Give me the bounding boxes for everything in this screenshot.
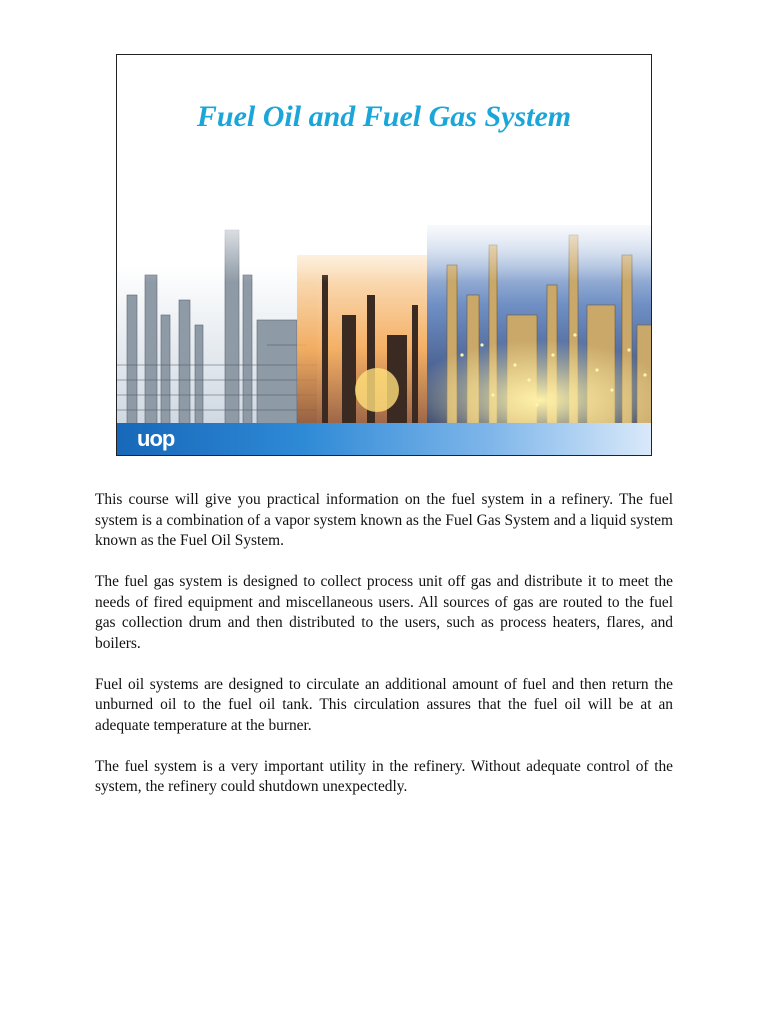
slide-footer-bar bbox=[117, 423, 651, 455]
paragraph-intro: This course will give you practical information on the fuel system in a refinery. The fuel system is a combination of a vapor system known as the Fuel Gas System and a liquid system known as the Fuel Oil System. bbox=[95, 491, 673, 549]
paragraph-fuel-oil: Fuel oil systems are designed to circulate an additional amount of fuel and then return the unburned oil to the fuel oil tank. This circulation assures that the fuel oil will be at an adequate temperature at the burner. bbox=[95, 675, 673, 734]
refinery-photo-collage bbox=[117, 205, 652, 425]
paragraph-fuel-gas: The fuel gas system is designed to collect process unit off gas and distribute it to meet the needs of fired equipment and miscellaneous users. All sources of gas are routed to the fuel gas collection drum and then distributed to the users, such as process heaters, flares, and boilers. bbox=[95, 573, 673, 652]
paragraph-importance: The fuel system is a very important utility in the refinery. Without adequate control of the system, the refinery could shutdown unexpectedly. bbox=[95, 757, 673, 795]
uop-logo: uop bbox=[137, 426, 175, 451]
body-text bbox=[95, 490, 673, 818]
slide-title: Fuel Oil and Fuel Gas System bbox=[196, 100, 572, 133]
title-slide bbox=[116, 54, 652, 456]
